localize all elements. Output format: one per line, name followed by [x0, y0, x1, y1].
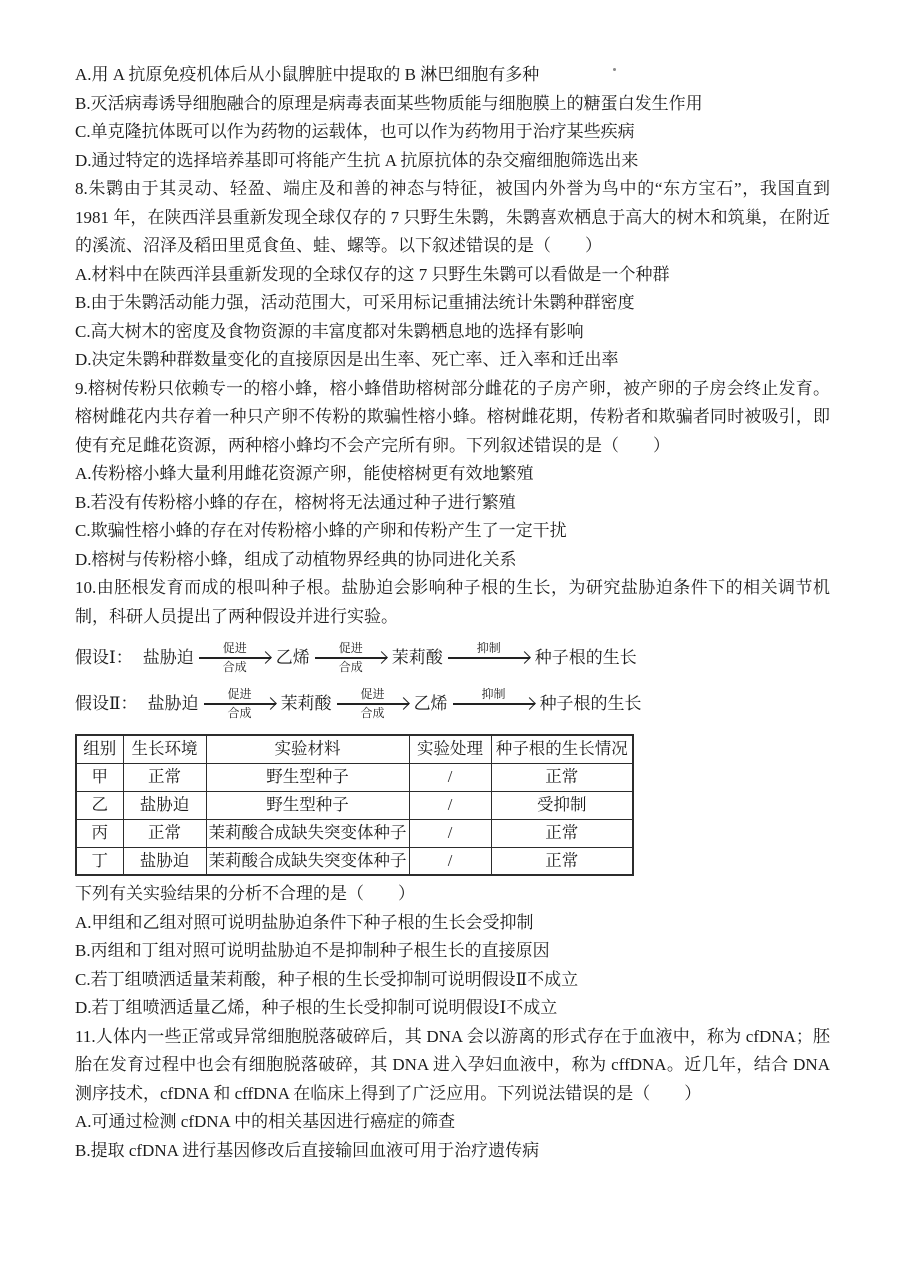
right-arrow-icon [315, 657, 387, 659]
hyp2-arrow-1-top-label: 促进 [227, 687, 252, 702]
table-row [76, 791, 633, 819]
cell-treatment: / [409, 847, 491, 875]
cell-treatment: / [409, 791, 491, 819]
hyp2-arrow-1 [204, 687, 276, 721]
q8-option-a: A.材料中在陕西洋县重新发现的全球仅存的这 7 只野生朱鹮可以看做是一个种群 [75, 264, 670, 284]
q10-stem: 10.由胚根发育而成的根叫种子根。盐胁迫会影响种子根的生长，为研究盐胁迫条件下的相关调节机制，科研人员提出了两种假设并进行实验。 [75, 578, 830, 626]
cell-treatment: / [409, 819, 491, 847]
col-header-root-growth: 种子根的生长情况 [491, 735, 633, 763]
hyp1-arrow-2-bottom-label: 合成 [338, 659, 363, 674]
q9-stem: 9.榕树传粉只依赖专一的榕小蜂，榕小蜂借助榕树部分雌花的子房产卵，被产卵的子房会终止发育。榕树雌花内共存着一种只产卵不传粉的欺骗性榕小蜂。榕树雌花期，传粉者和欺骗者同时被吸引，即使有充足雌花资源，两种榕小蜂均不会产完所有卵。下列叙述错误的是（ ） [75, 378, 830, 455]
cell-environment: 正常 [123, 763, 206, 791]
cell-material: 茉莉酸合成缺失突变体种子 [206, 847, 409, 875]
q10-option-c: C.若丁组喷洒适量茉莉酸，种子根的生长受抑制可说明假设Ⅱ不成立 [75, 969, 579, 989]
q11-option-b: B.提取 cfDNA 进行基因修改后直接输回血液可用于治疗遗传病 [75, 1140, 540, 1160]
col-header-material: 实验材料 [206, 735, 409, 763]
cell-root-growth: 正常 [491, 847, 633, 875]
q9-option-c: C.欺骗性榕小蜂的存在对传粉榕小蜂的产卵和传粉产生了一定干扰 [75, 521, 567, 540]
cell-group: 丁 [76, 847, 123, 875]
hyp2-arrow-1-bottom-label: 合成 [227, 705, 252, 720]
right-arrow-icon [199, 657, 271, 659]
hypothesis-1-flow-diagram [75, 635, 830, 681]
experiment-results-table [75, 734, 634, 876]
q10-question-line: 下列有关实验结果的分析不合理的是（ ） [75, 884, 415, 903]
hyp2-arrow-3 [453, 687, 535, 721]
q9-option-b: B.若没有传粉榕小蜂的存在，榕树将无法通过种子进行繁殖 [75, 492, 516, 512]
cell-group: 甲 [76, 763, 123, 791]
hyp2-arrow-2-top-label: 促进 [360, 687, 385, 702]
q8-option-b: B.由于朱鹮活动能力强，活动范围大，可采用标记重捕法统计朱鹮种群密度 [75, 293, 635, 312]
hyp1-arrow-2-top-label: 促进 [338, 641, 363, 656]
cell-treatment: / [409, 763, 491, 791]
hyp1-arrow-3 [448, 641, 530, 675]
hyp1-arrow-1-bottom-label: 合成 [222, 659, 247, 674]
hyp2-node-seed-root-growth: 种子根的生长 [539, 693, 642, 713]
q11-stem: 11.人体内一些正常或异常细胞脱落破碎后，其 DNA 会以游离的形式存在于血液中，称为 cfDNA；胚胎在发育过程中也会有细胞脱落破碎，其 DNA 进入孕妇血液中，称为 cffDNA。近几年，结合 DNA 测序技术，cfDNA 和 cffDNA 在临床上得到了广泛应用。下列说法错误的是（ ） [75, 1026, 830, 1103]
q11-option-a: A.可通过检测 cfDNA 中的相关基因进行癌症的筛查 [75, 1112, 456, 1131]
col-header-treatment: 实验处理 [409, 735, 491, 763]
hyp2-node-salt-stress: 盐胁迫 [147, 693, 199, 713]
hyp1-arrow-2 [315, 641, 387, 675]
q7-option-d: D.通过特定的选择培养基即可将能产生抗 A 抗原抗体的杂交瘤细胞筛选出来 [75, 150, 639, 170]
q7-option-c: C.单克隆抗体既可以作为药物的运载体，也可以作为药物用于治疗某些疾病 [75, 122, 635, 141]
hyp2-node-ethylene: 乙烯 [413, 693, 448, 713]
q8-option-d: D.决定朱鹮种群数量变化的直接原因是出生率、死亡率、迁入率和迁出率 [75, 350, 619, 369]
hyp1-arrow-1 [199, 641, 271, 675]
table-row [76, 847, 633, 875]
q7-option-a: A.用 A 抗原免疫机体后从小鼠脾脏中提取的 B 淋巴细胞有多种 [75, 65, 540, 84]
cell-environment: 盐胁迫 [123, 791, 206, 819]
cell-environment: 正常 [123, 819, 206, 847]
right-arrow-icon [204, 703, 276, 705]
q9-option-a: A.传粉榕小蜂大量利用雌花资源产卵，能使榕树更有效地繁殖 [75, 464, 534, 483]
hyp2-arrow-2 [337, 687, 409, 721]
cell-environment: 盐胁迫 [123, 847, 206, 875]
hyp1-arrow-3-top-label: 抑制 [476, 641, 501, 656]
cell-material: 野生型种子 [206, 763, 409, 791]
col-header-group: 组别 [76, 735, 123, 763]
hyp1-node-seed-root-growth: 种子根的生长 [534, 647, 637, 667]
hypothesis-1-label: 假设Ⅰ： [75, 647, 133, 667]
hyp1-node-ethylene: 乙烯 [275, 647, 310, 667]
hyp2-arrow-3-top-label: 抑制 [481, 687, 506, 702]
cell-group: 丙 [76, 819, 123, 847]
q7-option-b: B.灭活病毒诱导细胞融合的原理是病毒表面某些物质能与细胞膜上的糖蛋白发生作用 [75, 93, 703, 113]
hyp2-arrow-2-bottom-label: 合成 [360, 705, 385, 720]
table-row [76, 819, 633, 847]
hyp1-node-jasmonic-acid: 茉莉酸 [391, 647, 443, 667]
scan-artifact-dot [613, 68, 616, 71]
hyp1-node-salt-stress: 盐胁迫 [142, 647, 194, 667]
cell-group: 乙 [76, 791, 123, 819]
q8-option-c: C.高大树木的密度及食物资源的丰富度都对朱鹮栖息地的选择有影响 [75, 321, 584, 341]
hypothesis-2-label: 假设Ⅱ： [75, 693, 138, 713]
cell-material: 茉莉酸合成缺失突变体种子 [206, 819, 409, 847]
cell-root-growth: 正常 [491, 763, 633, 791]
cell-material: 野生型种子 [206, 791, 409, 819]
table-header-row [76, 735, 633, 763]
q10-option-d: D.若丁组喷洒适量乙烯，种子根的生长受抑制可说明假设Ⅰ不成立 [75, 998, 558, 1017]
q8-stem: 8.朱鹮由于其灵动、轻盈、端庄及和善的神态与特征，被国内外誉为鸟中的“东方宝石”，我国直到 1981 年，在陕西洋县重新发现全球仅存的 7 只野生朱鹮，朱鹮喜欢栖息于高大的树木和筑巢，在附近的溪流、沼泽及稻田里觅食鱼、蛙、螺等。以下叙述错误的是（ ） [75, 179, 830, 255]
right-arrow-icon [448, 657, 530, 659]
q10-option-a: A.甲组和乙组对照可说明盐胁迫条件下种子根的生长会受抑制 [75, 912, 534, 932]
right-arrow-icon [453, 703, 535, 705]
q10-option-b: B.丙组和丁组对照可说明盐胁迫不是抑制种子根生长的直接原因 [75, 941, 550, 960]
right-arrow-icon [337, 703, 409, 705]
col-header-environment: 生长环境 [123, 735, 206, 763]
table-row [76, 763, 633, 791]
cell-root-growth: 受抑制 [491, 791, 633, 819]
hypothesis-2-flow-diagram [75, 681, 830, 727]
q9-option-d: D.榕树与传粉榕小蜂，组成了动植物界经典的协同进化关系 [75, 549, 517, 569]
cell-root-growth: 正常 [491, 819, 633, 847]
hyp2-node-jasmonic-acid: 茉莉酸 [280, 693, 332, 713]
hyp1-arrow-1-top-label: 促进 [222, 641, 247, 656]
